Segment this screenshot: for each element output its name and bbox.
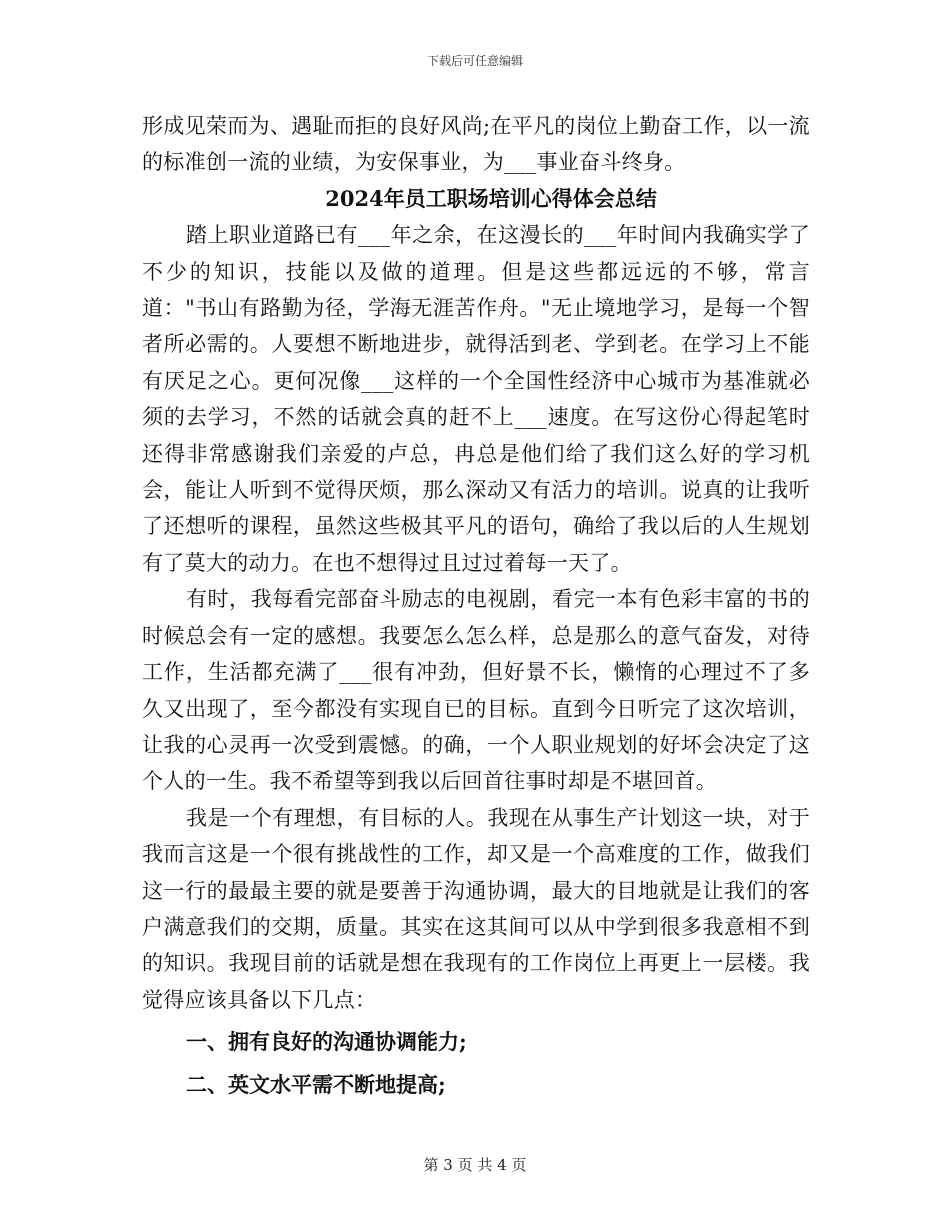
page-footer: 第 3 页 共 4 页 (423, 1156, 527, 1174)
body-paragraph-1: 踏上职业道路已有___年之余，在这漫长的___年时间内我确实学了不少的知识，技能以及做的道理。但是这些都远远的不够，常言道："书山有路勤为径，学海无涯苦作舟。"无止境地学习，是每一个智者所必需的。人要想不断地进步，就得活到老、学到老。在学习上不能有厌足之心。更何况像___这样的一个全国性经济中心城市为基准就必须的去学习，不然的话就会真的赶不上___速度。在写这份心得起笔时还得非常感谢我们亲爱的卢总，冉总是他们给了我们这么好的学习机会，能让人听到不觉得厌烦，那么深动又有活力的培训。说真的让我听了还想听的课程，虽然这些极其平凡的语句，确给了我以后的人生规划有了莫大的动力。在也不想得过且过过着每一天了。 (142, 223, 810, 575)
intro-paragraph: 形成见荣而为、遇耻而拒的良好风尚;在平凡的岗位上勤奋工作，以一流的标准创一流的业绩，为安保事业，为___事业奋斗终身。 (142, 114, 810, 175)
document-title: 2024年员工职场培训心得体会总结 (325, 185, 657, 211)
list-item-2: 二、英文水平需不断地提高; (186, 1071, 446, 1097)
body-paragraph-2: 有时，我每看完部奋斗励志的电视剧，看完一本有色彩丰富的书的时候总会有一定的感想。我要怎么怎么样，总是那么的意气奋发，对待工作，生活都充满了___很有冲劲，但好景不长，懒惰的心理过不了多久又出现了，至今都没有实现自已的目标。直到今日听完了这次培训，让我的心灵再一次受到震憾。的确，一个人职业规划的好坏会决定了这个人的一生。我不希望等到我以后回首往事时却是不堪回首。 (142, 587, 810, 794)
body-paragraph-3: 我是一个有理想，有目标的人。我现在从事生产计划这一块，对于我而言这是一个很有挑战性的工作，却又是一个高难度的工作，做我们这一行的最最主要的就是要善于沟通协调，最大的目地就是让我们的客户满意我们的交期，质量。其实在这其间可以从中学到很多我意相不到的知识。我现目前的话就是想在我现有的工作岗位上再更上一层楼。我觉得应该具备以下几点： (142, 805, 810, 1012)
list-item-1: 一、拥有良好的沟通协调能力; (186, 1029, 467, 1055)
document-body (142, 108, 810, 1103)
page-header: 下载后可任意编辑 (426, 54, 523, 68)
